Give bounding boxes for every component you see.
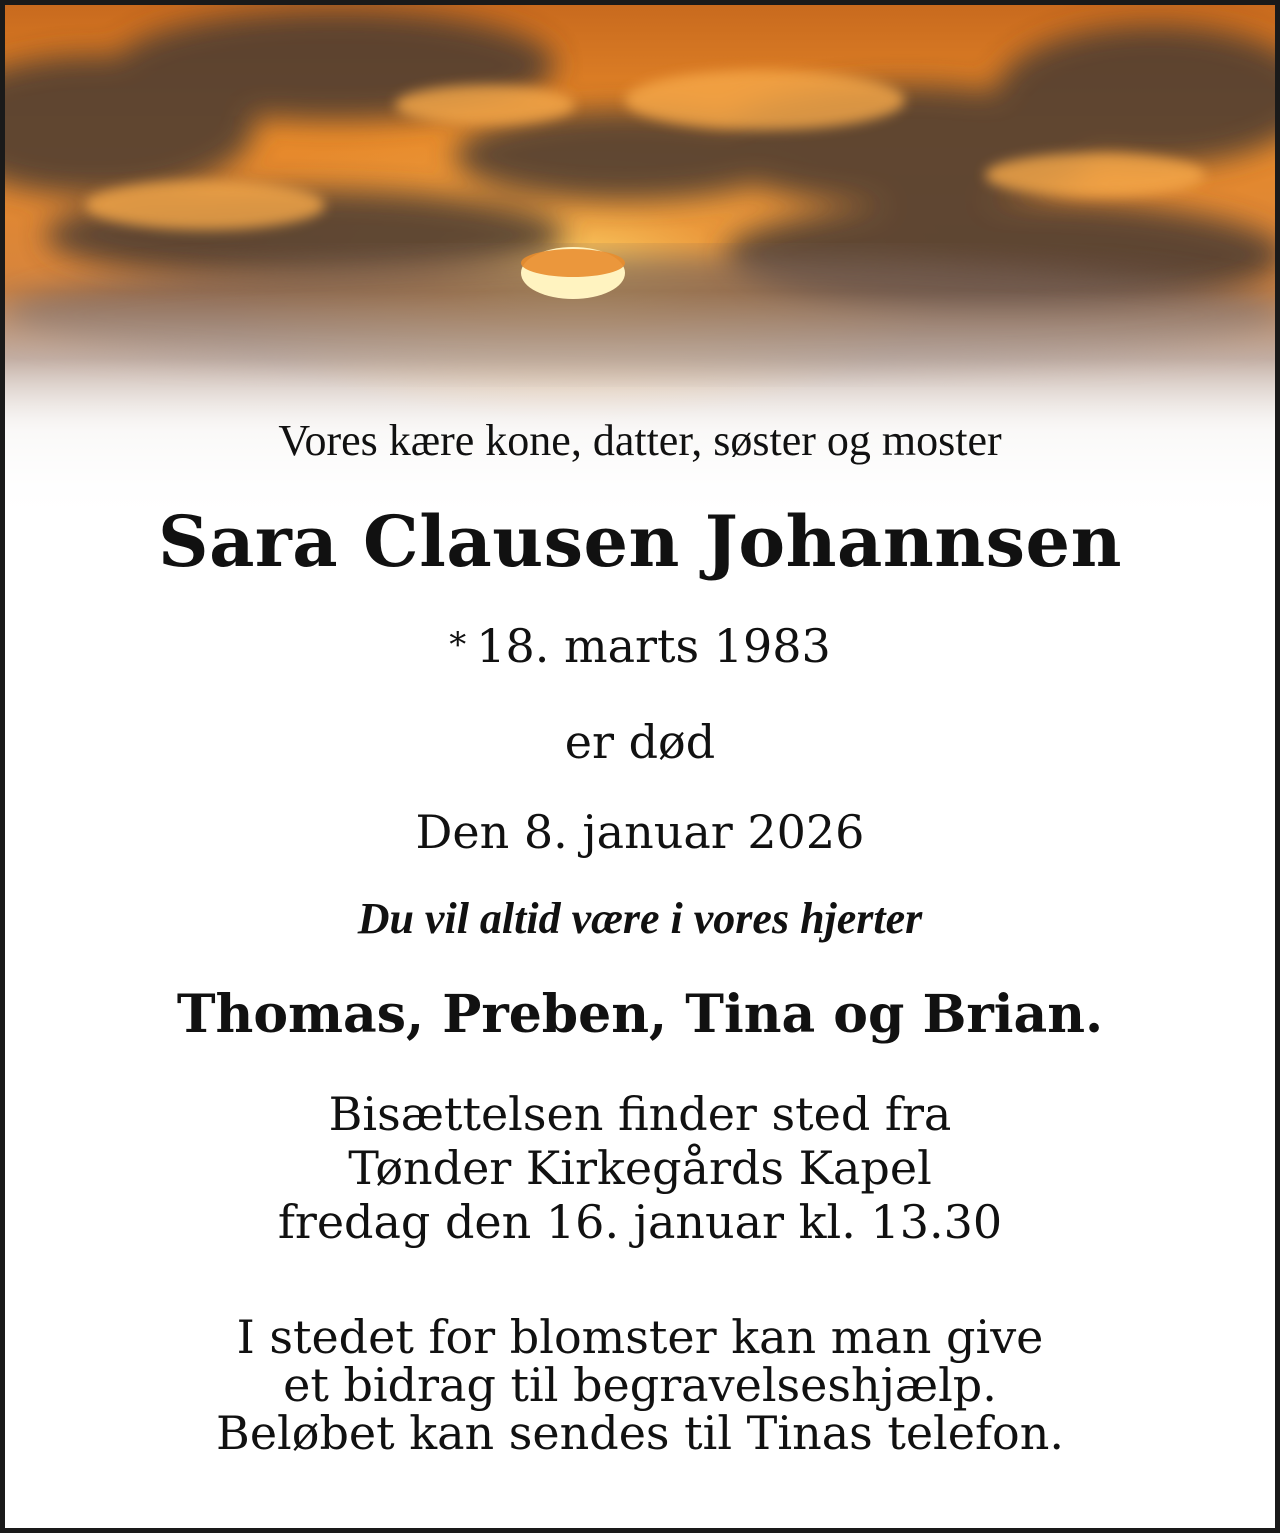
donation-line: I stedet for blomster kan man give: [236, 1310, 1044, 1364]
death-date: Den 8. januar 2026: [415, 805, 865, 859]
funeral-line: Bisættelsen finder sted fra: [328, 1087, 952, 1141]
funeral-line: fredag den 16. januar kl. 13.30: [277, 1195, 1003, 1249]
died-text: er død: [564, 715, 716, 769]
intro-text: Vores kære kone, datter, søster og moster: [278, 416, 1002, 465]
birth-star-icon: *: [449, 625, 467, 665]
memorial-quote: Du vil altid være i vores hjerter: [357, 894, 923, 943]
family-names: Thomas, Preben, Tina og Brian.: [176, 984, 1104, 1045]
donation-line: Beløbet kan sendes til Tinas telefon.: [216, 1406, 1064, 1460]
donation-line: et bidrag til begravelseshjælp.: [283, 1358, 997, 1412]
funeral-line: Tønder Kirkegårds Kapel: [348, 1141, 932, 1195]
deceased-name: Sara Clausen Johannsen: [158, 500, 1122, 583]
donation-info: [5, 1310, 1275, 1460]
funeral-info: [5, 1087, 1275, 1249]
birth-date: 18. marts 1983: [476, 619, 831, 673]
birth-line: [5, 619, 1275, 673]
